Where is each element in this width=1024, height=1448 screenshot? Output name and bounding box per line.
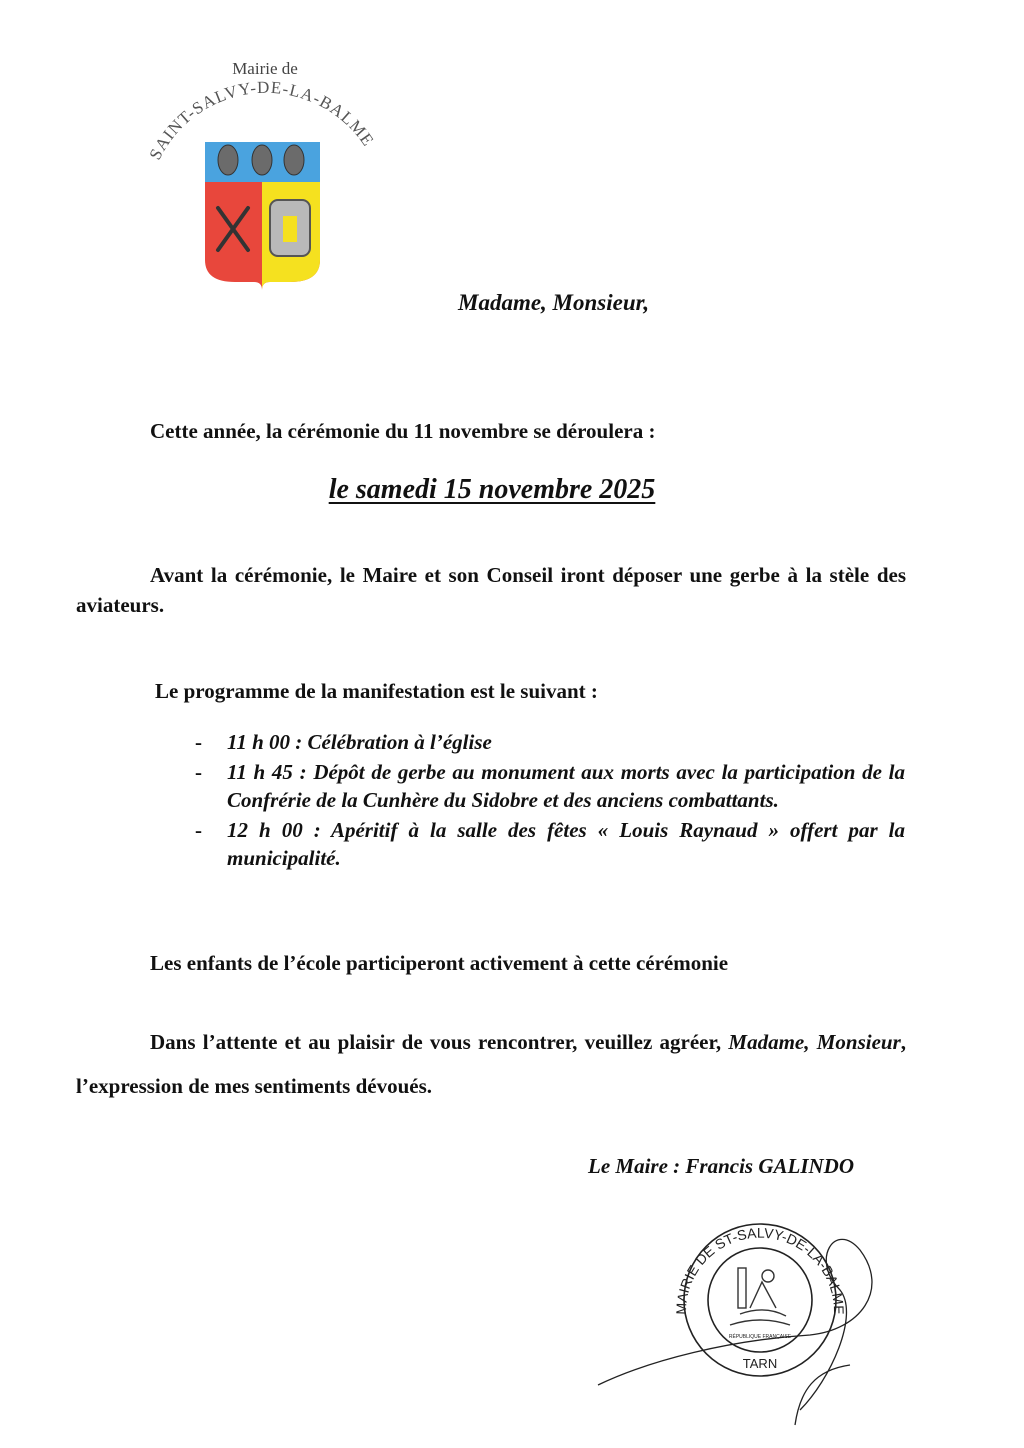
coat-of-arms-logo — [130, 50, 400, 290]
program-intro: Le programme de la manifestation est le suivant : — [155, 679, 598, 703]
closing-paragraph: Dans l’attente et au plaisir de vous rencontrer, veuillez agréer, Madame, Monsieur, l’expression de mes sentiments dévoués. — [76, 1030, 906, 1098]
intro-paragraph: Cette année, la cérémonie du 11 novembre se déroulera : — [150, 419, 656, 443]
salutation: Madame, Monsieur, — [458, 290, 650, 315]
shield — [205, 142, 320, 290]
before-ceremony-paragraph: Avant la cérémonie, le Maire et son Conseil iront déposer une gerbe à la stèle des aviateurs. — [76, 563, 906, 617]
program-item: - 11 h 45 : Dépôt de gerbe au monument aux morts avec la participation de la Confrérie de la Cunhère du Sidobre et des anciens combattants. — [195, 760, 905, 812]
mayor-signoff: Le Maire : Francis GALINDO — [588, 1154, 854, 1178]
program-item: - 11 h 00 : Célébration à l’église — [195, 730, 492, 754]
stamp-ring-text: MAIRIE DE ST-SALVY-DE-LA-BALME — [672, 1224, 848, 1315]
stamp-inner-text: RÉPUBLIQUE FRANÇAISE — [728, 1334, 792, 1340]
commune-arc-text: SAINT-SALVY-DE-LA-BALME — [145, 77, 379, 163]
mairie-stamp — [590, 1190, 900, 1440]
children-paragraph: Les enfants de l’école participeront activement à cette cérémonie — [150, 951, 729, 975]
stamp-emblem — [730, 1268, 790, 1325]
program-item: - 12 h 00 : Apéritif à la salle des fêtes « Louis Raynaud » offert par la municipalité. — [195, 818, 905, 870]
stamp-department: TARN — [742, 1356, 778, 1371]
program-list — [195, 728, 905, 874]
ceremony-date: le samedi 15 novembre 2025 — [328, 474, 656, 505]
mairie-label: Mairie de — [232, 59, 298, 78]
